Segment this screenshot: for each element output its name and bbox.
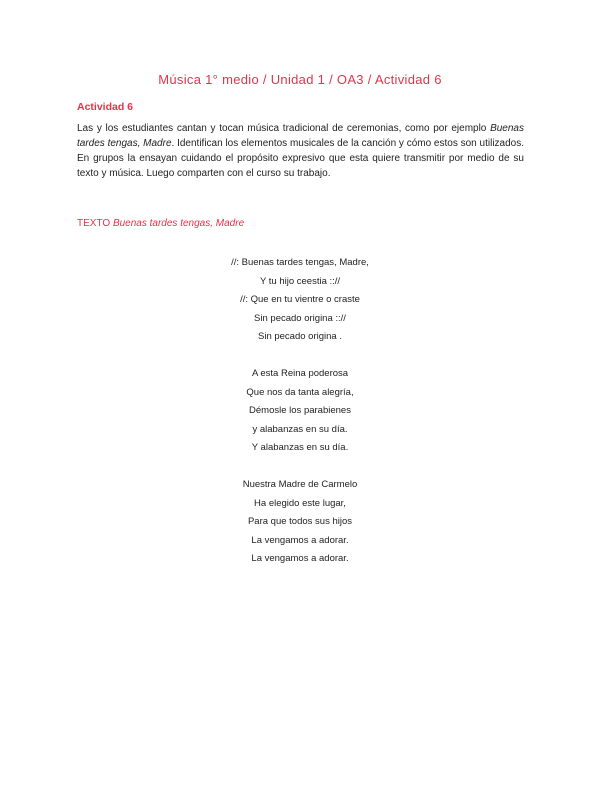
lyric-line: Sin pecado origina . <box>258 331 342 342</box>
lyric-line: //: Buenas tardes tengas, Madre, <box>231 257 369 268</box>
lyric-line: y alabanzas en su día. <box>252 423 348 435</box>
activity-description <box>77 121 524 181</box>
stanza <box>0 476 600 569</box>
lyric-line: Ha elegido este lugar, <box>254 497 346 509</box>
description-text-end: . Identifican los elementos musicales de la canción y cómo estos son utilizados. En grupos la ensayan cuidando el propósito expresivo que esta quiere transmitir por medio de su texto y música. Luego comparten con el curso su trabajo. <box>77 138 524 179</box>
lyric-line: //: Que en tu vientre o craste <box>240 294 360 305</box>
stanza <box>0 365 600 458</box>
lyric-line: Y tu hijo ceestia ::// <box>259 275 341 287</box>
stanza <box>0 254 600 347</box>
lyric-line: Sin pecado origina ::// <box>254 312 346 324</box>
song-lyrics <box>0 254 600 587</box>
description-song-title: Buenas tardes tengas, Madre <box>77 123 524 149</box>
lyric-line: La vengamos a adorar. <box>251 534 349 546</box>
lyric-line: Démosle los parabienes <box>249 405 351 416</box>
lyric-line: A esta Reina poderosa <box>251 368 349 379</box>
lyric-line: Para que todos sus hijos <box>247 516 353 527</box>
lyrics-label: TEXTO <box>77 218 113 229</box>
lyric-line: Y alabanzas en su día. <box>251 442 349 453</box>
lyrics-heading <box>77 218 244 229</box>
lyrics-song-title: Buenas tardes tengas, Madre <box>112 218 245 229</box>
lyric-line: La vengamos a adorar. <box>251 553 349 564</box>
document-title: Música 1° medio / Unidad 1 / OA3 / Actividad 6 <box>158 72 442 87</box>
lyric-line: Que nos da tanta alegría, <box>246 386 354 398</box>
activity-heading: Actividad 6 <box>77 101 134 113</box>
description-text-start: Las y los estudiantes cantan y tocan música tradicional de ceremonias, como por ejemplo <box>77 123 491 134</box>
lyric-line: Nuestra Madre de Carmelo <box>242 479 358 490</box>
